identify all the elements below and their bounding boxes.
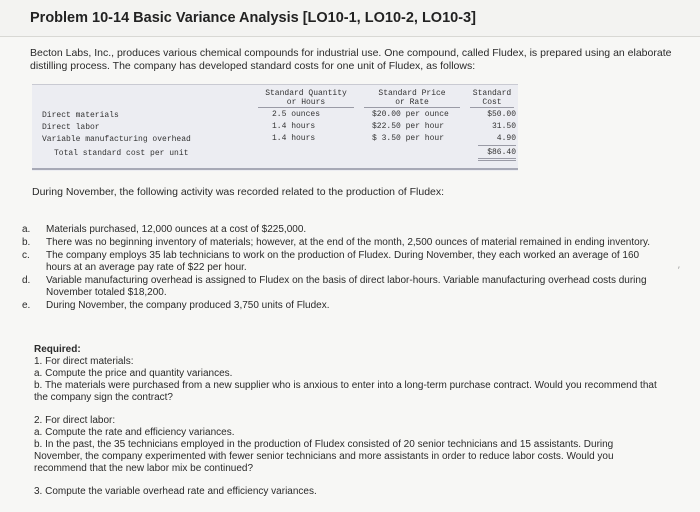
- header-standard-cost: [466, 89, 518, 107]
- question-3: 3. Compute the variable overhead rate and efficiency variances.: [34, 486, 317, 497]
- list-item: [22, 224, 664, 236]
- row-label-direct-materials: Direct materials: [42, 111, 119, 120]
- question-1a: a. Compute the price and quantity variances.: [34, 368, 233, 379]
- row-cost-variable-overhead: 4.90: [496, 134, 516, 143]
- header-price-line1: Standard Price: [378, 89, 446, 98]
- total-label: Total standard cost per unit: [54, 149, 189, 158]
- list-marker: a.: [22, 224, 31, 235]
- title-bar: [0, 0, 700, 37]
- list-marker: c.: [22, 250, 30, 261]
- page-title: Problem 10-14 Basic Variance Analysis [LO10-1, LO10-2, LO10-3]: [30, 10, 476, 26]
- header-underline-cost: [470, 107, 514, 108]
- list-item-text: The company employs 35 lab technicians to work on the production of Fludex. During November, they each worked an average of 160 hours at an average pay rate of $22 per hour.: [46, 250, 640, 273]
- list-item: [22, 275, 664, 299]
- list-marker: b.: [22, 237, 31, 248]
- question-2: 2. For direct labor:: [34, 415, 116, 426]
- total-double-underline-2: [478, 160, 516, 161]
- header-standard-price: [364, 89, 460, 107]
- header-standard-quantity: [258, 89, 354, 107]
- list-item: [22, 237, 664, 249]
- list-item: [22, 250, 664, 274]
- required-section: [34, 344, 664, 498]
- row-cost-direct-labor: 31.50: [491, 122, 516, 131]
- header-underline-qty: [258, 107, 354, 108]
- activity-intro: During November, the following activity was recorded related to the production of Fludex:: [32, 186, 445, 198]
- question-2a: a. Compute the rate and efficiency variances.: [34, 427, 235, 438]
- intro-text: Becton Labs, Inc., produces various chemical compounds for industrial use. One compound, called Fludex, is prepared using an elaborate distilling process. The company has developed standard costs for one unit of Fludex, as follows:: [30, 47, 672, 72]
- spacer: [34, 404, 664, 415]
- total-overline: [478, 145, 516, 146]
- spacer: [34, 475, 664, 486]
- header-price-line2: or Rate: [395, 98, 429, 107]
- list-marker: e.: [22, 300, 31, 311]
- header-qty-line2: or Hours: [286, 98, 326, 107]
- row-qty-direct-materials: 2.5 ounces: [272, 110, 321, 119]
- activity-list: [22, 224, 664, 313]
- list-marker: d.: [22, 275, 31, 286]
- list-item: [22, 300, 664, 312]
- question-1: 1. For direct materials:: [34, 356, 134, 367]
- row-qty-direct-labor: 1.4 hours: [272, 122, 316, 131]
- question-2b: b. In the past, the 35 technicians employed in the production of Fludex consisted of 20 senior technicians and 15 assistants. During November, the company experimented with fewer senior technicians and more assistants in order to reduce labor costs. Would you recommend that the new labor mix be continued?: [34, 439, 614, 474]
- list-item-text: Variable manufacturing overhead is assigned to Fludex on the basis of direct labor-hours. Variable manufacturing overhead costs during November totaled $18,200.: [46, 275, 647, 298]
- header-qty-line1: Standard Quantity: [265, 89, 347, 98]
- list-item-text: Materials purchased, 12,000 ounces at a cost of $225,000.: [46, 224, 307, 235]
- list-item-text: During November, the company produced 3,750 units of Fludex.: [46, 300, 330, 311]
- question-1b: b. The materials were purchased from a new supplier who is anxious to enter into a long-term purchase contract. Would you recommend that the company sign the contract?: [34, 380, 657, 403]
- row-qty-variable-overhead: 1.4 hours: [272, 134, 316, 143]
- header-cost-line1: Standard: [472, 89, 512, 98]
- row-cost-direct-materials: $50.00: [487, 110, 516, 119]
- intro-paragraph: [30, 47, 680, 73]
- row-label-direct-labor: Direct labor: [42, 123, 100, 132]
- total-double-underline-1: [478, 158, 516, 159]
- row-price-direct-labor: $22.50 per hour: [372, 122, 445, 131]
- cursor-mark: ′: [678, 265, 680, 275]
- list-item-text: There was no beginning inventory of materials; however, at the end of the month, 2,500 ounces of material remained in ending inventory.: [46, 237, 651, 248]
- row-label-variable-overhead: Variable manufacturing overhead: [42, 135, 191, 144]
- table-bottom-rule: [32, 168, 518, 170]
- total-cost: $86.40: [487, 148, 516, 157]
- row-price-direct-materials: $20.00 per ounce: [372, 110, 449, 119]
- row-price-variable-overhead: $ 3.50 per hour: [372, 134, 445, 143]
- header-cost-line2: Cost: [482, 98, 502, 107]
- header-underline-price: [364, 107, 460, 108]
- required-heading: Required:: [34, 344, 81, 355]
